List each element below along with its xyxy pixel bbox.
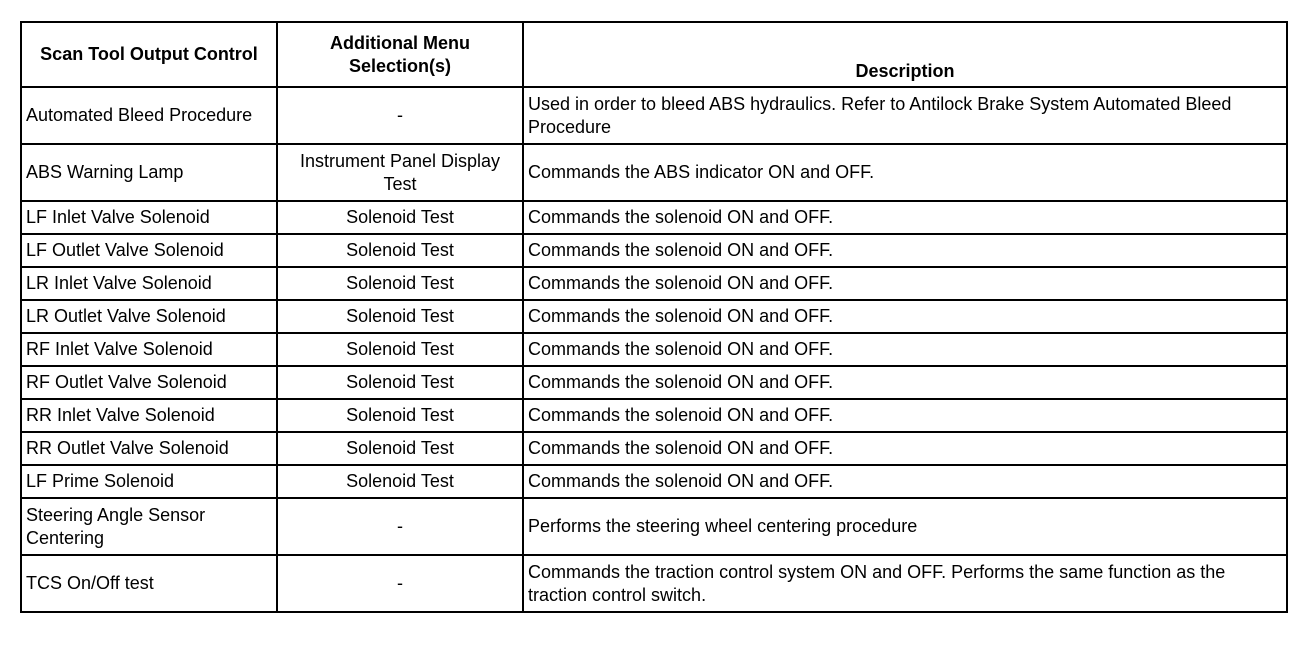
cell-description: Commands the solenoid ON and OFF. bbox=[523, 267, 1287, 300]
table-header bbox=[21, 22, 1287, 87]
scan-tool-output-table bbox=[20, 21, 1288, 613]
header-additional-menu-selections: Additional Menu Selection(s) bbox=[277, 22, 523, 87]
cell-output-control: RF Inlet Valve Solenoid bbox=[21, 333, 277, 366]
cell-description: Commands the solenoid ON and OFF. bbox=[523, 366, 1287, 399]
cell-description: Commands the solenoid ON and OFF. bbox=[523, 234, 1287, 267]
cell-menu-selection: Instrument Panel Display Test bbox=[277, 144, 523, 201]
cell-menu-selection: Solenoid Test bbox=[277, 333, 523, 366]
cell-menu-selection: - bbox=[277, 87, 523, 144]
cell-description: Commands the solenoid ON and OFF. bbox=[523, 333, 1287, 366]
table-row bbox=[21, 465, 1287, 498]
cell-menu-selection: Solenoid Test bbox=[277, 465, 523, 498]
table-row bbox=[21, 333, 1287, 366]
cell-menu-selection: - bbox=[277, 498, 523, 555]
cell-output-control: LF Inlet Valve Solenoid bbox=[21, 201, 277, 234]
table-row bbox=[21, 234, 1287, 267]
cell-menu-selection: Solenoid Test bbox=[277, 234, 523, 267]
cell-output-control: LF Outlet Valve Solenoid bbox=[21, 234, 277, 267]
cell-output-control: Steering Angle Sensor Centering bbox=[21, 498, 277, 555]
table-row bbox=[21, 87, 1287, 144]
cell-description: Used in order to bleed ABS hydraulics. Refer to Antilock Brake System Automated Bleed Procedure bbox=[523, 87, 1287, 144]
cell-output-control: LR Inlet Valve Solenoid bbox=[21, 267, 277, 300]
cell-menu-selection: Solenoid Test bbox=[277, 366, 523, 399]
cell-output-control: RR Inlet Valve Solenoid bbox=[21, 399, 277, 432]
cell-output-control: LR Outlet Valve Solenoid bbox=[21, 300, 277, 333]
cell-description: Performs the steering wheel centering procedure bbox=[523, 498, 1287, 555]
table-row bbox=[21, 432, 1287, 465]
table-row bbox=[21, 201, 1287, 234]
cell-menu-selection: Solenoid Test bbox=[277, 201, 523, 234]
cell-output-control: RF Outlet Valve Solenoid bbox=[21, 366, 277, 399]
table-row bbox=[21, 498, 1287, 555]
cell-menu-selection: Solenoid Test bbox=[277, 432, 523, 465]
cell-description: Commands the solenoid ON and OFF. bbox=[523, 201, 1287, 234]
table-row bbox=[21, 366, 1287, 399]
table-row bbox=[21, 267, 1287, 300]
cell-description: Commands the solenoid ON and OFF. bbox=[523, 432, 1287, 465]
table-row bbox=[21, 300, 1287, 333]
cell-description: Commands the solenoid ON and OFF. bbox=[523, 465, 1287, 498]
header-row bbox=[21, 22, 1287, 87]
cell-menu-selection: Solenoid Test bbox=[277, 399, 523, 432]
cell-output-control: LF Prime Solenoid bbox=[21, 465, 277, 498]
table-row bbox=[21, 399, 1287, 432]
cell-description: Commands the solenoid ON and OFF. bbox=[523, 399, 1287, 432]
table-body bbox=[21, 87, 1287, 612]
cell-description: Commands the ABS indicator ON and OFF. bbox=[523, 144, 1287, 201]
cell-description: Commands the solenoid ON and OFF. bbox=[523, 300, 1287, 333]
cell-output-control: TCS On/Off test bbox=[21, 555, 277, 612]
table-row bbox=[21, 555, 1287, 612]
cell-output-control: RR Outlet Valve Solenoid bbox=[21, 432, 277, 465]
cell-menu-selection: - bbox=[277, 555, 523, 612]
table-row bbox=[21, 144, 1287, 201]
cell-output-control: ABS Warning Lamp bbox=[21, 144, 277, 201]
cell-output-control: Automated Bleed Procedure bbox=[21, 87, 277, 144]
cell-description: Commands the traction control system ON and OFF. Performs the same function as the traction control switch. bbox=[523, 555, 1287, 612]
header-scan-tool-output-control: Scan Tool Output Control bbox=[21, 22, 277, 87]
header-description: Description bbox=[523, 22, 1287, 87]
cell-menu-selection: Solenoid Test bbox=[277, 267, 523, 300]
cell-menu-selection: Solenoid Test bbox=[277, 300, 523, 333]
